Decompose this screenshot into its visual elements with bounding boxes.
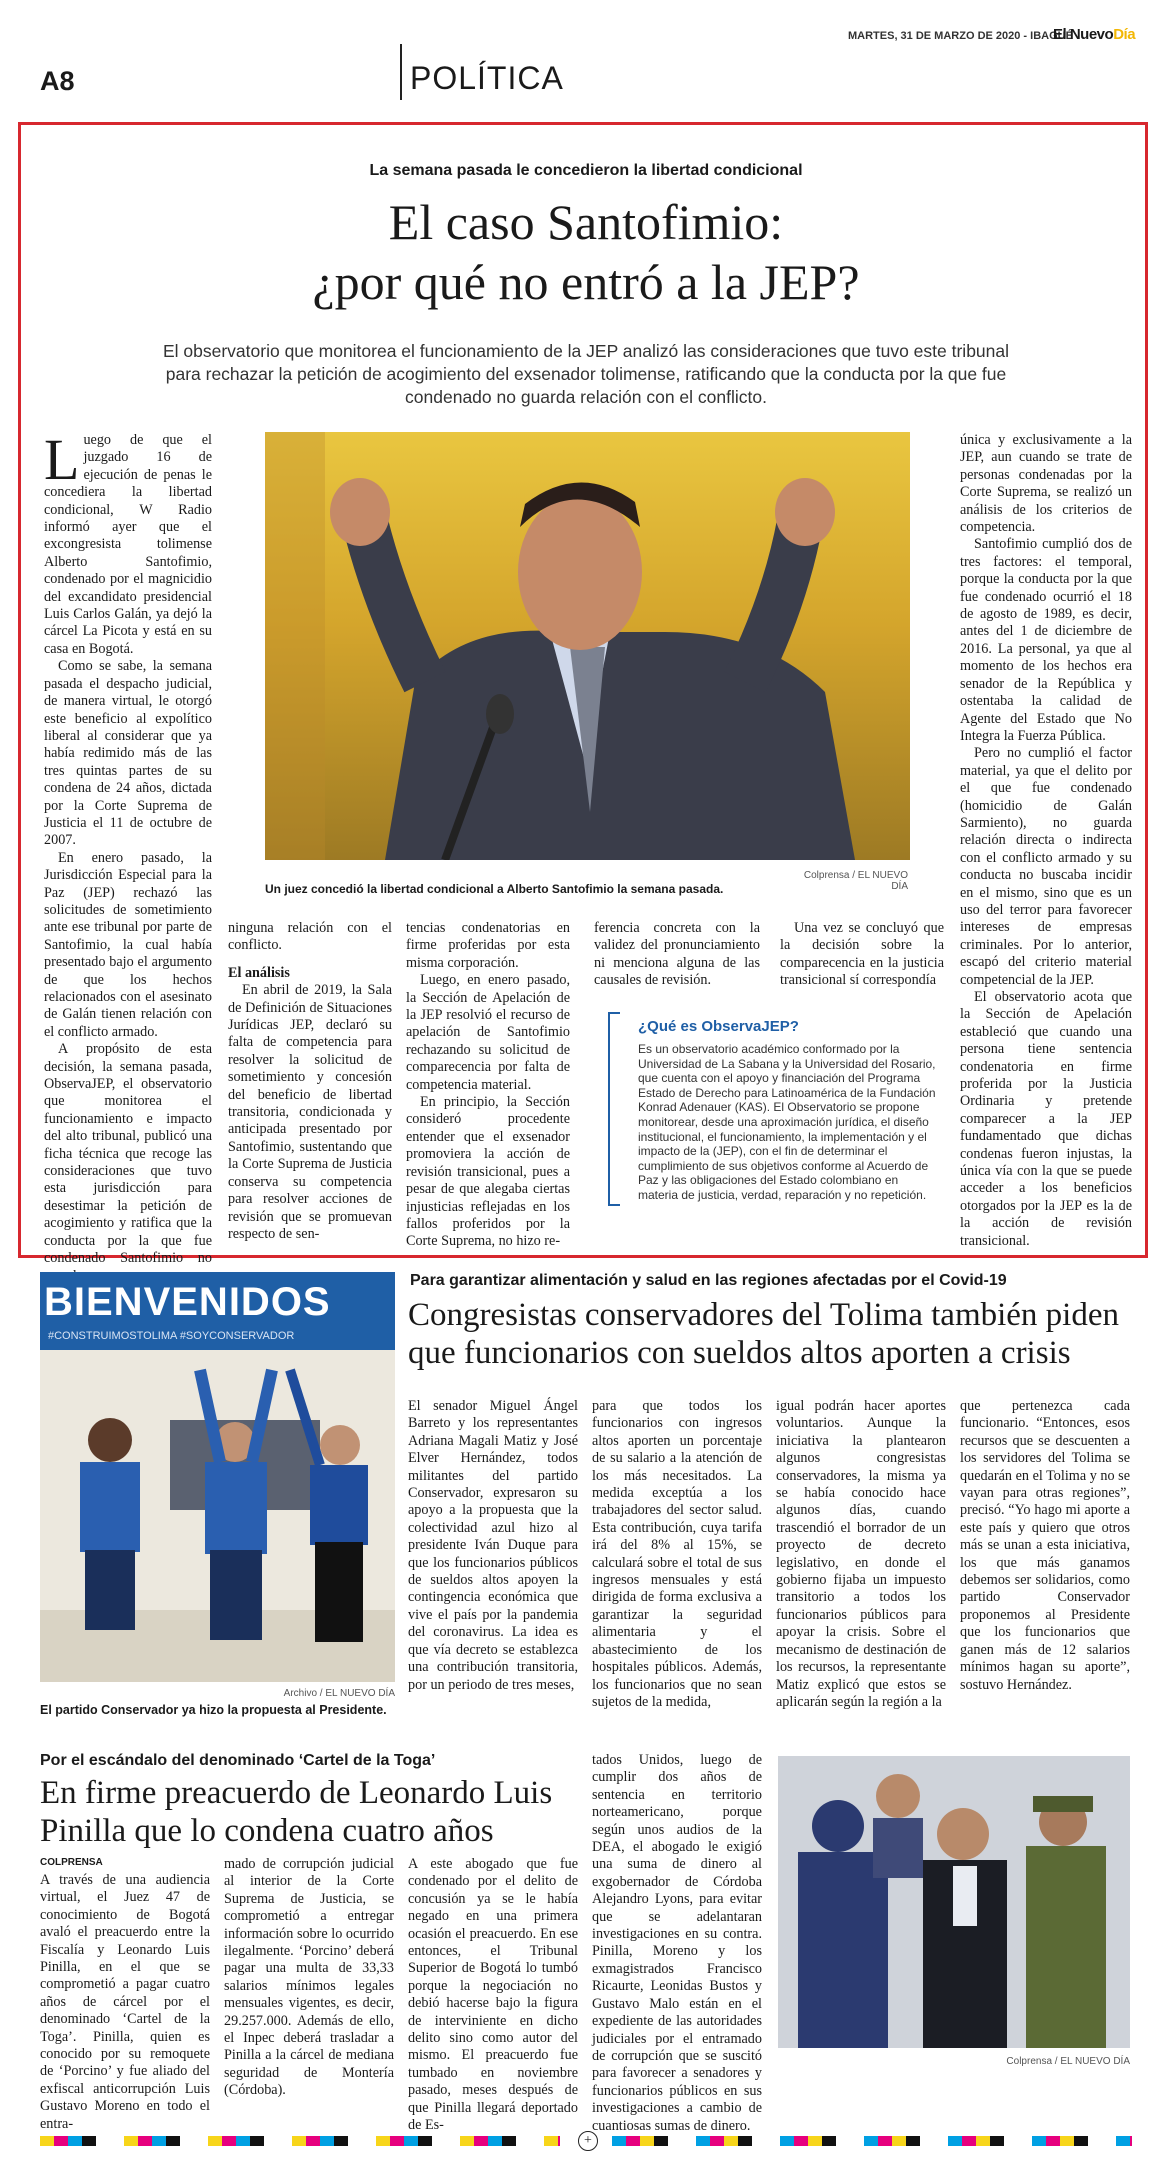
third-kicker: Por el escándalo del denominado ‘Cartel de la Toga’	[40, 1752, 436, 1769]
main-col2	[228, 920, 392, 1243]
speaker-illustration	[265, 432, 910, 860]
paragraph: A este abogado que fue condenado por el delito de concusión ya se le había negado en una primera ocasión el preacuerdo. En ese entonces, el Tribunal Superior de Bogotá lo tumbó porque la negociación no debió hacerse bajo la figura de interviniente en dicho delito sino como autor del mismo. El preacuerdo fue tumbado en noviembre pasado, meses después de que Pinilla llegará deportado de Es-	[408, 1856, 578, 2134]
third-col3	[408, 1856, 578, 2135]
paragraph: A través de una audiencia virtual, el Juez 47 de conocimiento de Bogotá avaló el preacuerdo entre la Fiscalía y Leonardo Luis Pinilla, en el que se comprometió a pagar cuatro años de cárcel por el denominado ‘Cartel de la Toga’. Pinilla, quien es conocido por su remoquete de ‘Porcino’ y fue aliado del exfiscal anticorrupción Luis Gustavo Moreno en todo el entra-	[40, 1872, 210, 2132]
page-number: A8	[40, 66, 75, 96]
paragraph: tados Unidos, luego de cumplir dos años de sentencia en territorio norteamericano, porque según unos audios de la DEA, el abogado le exigió una suma de dinero al exgobernador de Córdoba Alejandro Lyons, para evitar que se adelantaran investigaciones en su contra. Pinilla, Moreno y los exmagistrados Francisco Ricaurte, Leonidas Bustos y Gustavo Malo están en el expediente de las autoridades judiciales por el entramado de corrupción que se suscitó para favorecer a senadores y funcionarios públicos en sus investigaciones a cambio de cuantiosas sumas de dinero.	[592, 1752, 762, 2134]
registration-bar-right	[612, 2136, 1132, 2146]
main-photo-credit: Colprensa / EL NUEVO DÍA	[803, 870, 908, 892]
observajep-box	[608, 1012, 938, 1212]
main-col6	[960, 432, 1132, 1250]
box-text: Es un observatorio académico conformado por la Universidad de La Sabana y la Universidad del Rosario, que cuenta con el apoyo y financiación del Programa Estado de Derecho para Latinoamérica de la Fundación Konrad Adenauer (KAS). El Observatorio se propone monitorear, desde una aproximación jurídica, el diseño institucional, el funcionamiento, la implementación y el impacto de la (JEP), con el fin de determinar el cumplimiento de sus objetivos conforme al Acuerdo de Paz y las obligaciones del Estado colombiano en materia de justicia, verdad, reparación y no repetición.	[638, 1042, 936, 1202]
third-title: En firme preacuerdo de Leonardo Luis Pinilla que lo condena cuatro años	[40, 1775, 553, 1849]
paragraph: uego de que el juzgado 16 de ejecución de penas le concediera la libertad condicional, W Radio informó ayer que el excongresista tolimense Alberto Santofimio, condenado por el magnicidio del excandidato presidencial Luis Carlos Galán, ya dejó la cárcel La Picota y está en su casa en Bogotá.	[44, 432, 212, 657]
main-col4	[594, 920, 760, 990]
second-title: Congresistas conservadores del Tolima también piden que funcionarios con sueldos altos aporten a crisis	[408, 1297, 1119, 1371]
banner-text: BIENVENIDOS	[44, 1280, 331, 1324]
main-kicker: La semana pasada le concedieron la libertad condicional	[369, 162, 803, 179]
box-bracket	[608, 1012, 620, 1206]
paragraph: El observatorio acota que la Sección de Apelación estableció que cuando una persona tiene sentencia condenatoria en firme proferida por la Justicia Ordinaria y pretende comparecer a la JEP fundamentado que dichas condenas fueron injustas, la única vía con la que se puede acceder a los beneficios otorgados por la JEP es la de la acción de revisión transicional.	[960, 989, 1132, 1249]
third-col4	[592, 1752, 762, 2135]
subheading: El análisis	[228, 964, 290, 981]
crosshair-icon: +	[578, 2131, 598, 2151]
paragraph: igual podrán hacer aportes voluntarios. Aunque la iniciativa la plantearon algunos congresistas conservadores, la misma ya se había conocido hace algunos días, cuando trascendió el borrador de un proyecto de decreto legislativo, en donde el gobierno fijaba un impuesto transitorio a todos los funcionarios públicos para apoyar la crisis. Sobre el mecanismo de destinación de los recursos, la representante Matiz explicó que estos se aplicarán según la región a la	[776, 1398, 946, 1710]
paragraph: En abril de 2019, la Sala de Definición de Situaciones Jurídicas JEP, declaró su falta de competencia para resolver la solicitud de sometimiento y concesión del beneficio de libertad transitoria, condicionada y anticipada presentado por Santofimio, sustentando que la Corte Suprema de Justicia conserva su competencia para resolver acciones de revisión que se promuevan respecto de sen-	[228, 982, 392, 1242]
main-col3	[406, 920, 570, 1251]
paragraph: que pertenezca cada funcionario. “Entonces, esos recursos que se descuenten a los servidores del Tolima se quedarán en el Tolima y no se vayan para otras regiones”, precisó. “Yo hago mi aporte a este país y quiero que otros más se unan a esta iniciativa, los que más ganamos debemos ser solidarios, como partido Conservador proponemos al Presidente que los funcionarios que ganen más de 12 salarios mínimos hagan su aporte”, sostuvo Hernández.	[960, 1398, 1130, 1693]
second-kicker: Para garantizar alimentación y salud en las regiones afectadas por el Covid-19	[410, 1272, 1007, 1289]
paragraph: mado de corrupción judicial al interior de la Corte Suprema de Justicia, se comprometió a entregar información sobre lo ocurrido ilegalmente. ‘Porcino’ deberá pagar una multa de 33,33 salarios mínimos legales mensuales vigentes, es decir, 29.257.000. Además de ello, el Inpec deberá trasladar a Pinilla a la cárcel de mediana seguridad de Montería (Córdoba).	[224, 1856, 394, 2099]
banner	[40, 1272, 395, 1350]
brand-logo	[1053, 26, 1135, 43]
paragraph: única y exclusivamente a la JEP, aun cuando se trate de personas condenadas por la Corte Suprema, se realizó un análisis de los criterios de competencia.	[960, 432, 1132, 536]
paragraph: ferencia concreta con la validez del pronunciamiento ni menciona alguna de las causales de revisión.	[594, 920, 760, 989]
brand-suffix: Día	[1113, 26, 1136, 43]
main-col5	[780, 920, 944, 990]
paragraph: Luego, en enero pasado, la Sección de Apelación de la JEP resolvió el recurso de apelación de Santofimio rechazando su solicitud de comparecencia por falta de competencia material.	[406, 972, 570, 1093]
banner-hashtags: #CONSTRUIMOSTOLIMA #SOYCONSERVADOR	[48, 1330, 295, 1342]
main-photo-caption: Un juez concedió la libertad condicional a Alberto Santofimio la semana pasada.	[265, 882, 724, 896]
brand-prefix: El Nuevo	[1053, 26, 1114, 43]
paragraph: Pero no cumplió el factor material, ya que el delito por el que fue condenado (homicidio de Galán Sarmiento), no guarda relación directa o indirecta con el conflicto armado y su conducta no buscaba incidir en el mismo, sino que es un uso del terror para favorecer intereses de empresas criminales. Por lo anterior, escapó del criterio material competencial de la JEP.	[960, 745, 1132, 988]
second-col3	[776, 1398, 946, 1711]
paragraph: En enero pasado, la Jurisdicción Especial para la Paz (JEP) rechazó las solicitudes de sometimiento ante ese tribunal por parte de Santofimio, la cual había presentado bajo el argumento de que los hechos relacionados con el asesinato de Galán tienen relación con el conflicto armado.	[44, 849, 212, 1040]
paragraph: Como se sabe, la semana pasada el despacho judicial, de manera virtual, le otorgó este beneficio al expolítico liberal al considerar que ya había redimido más de las tres quintas partes de su condena de 24 años, dictada por la Corte Suprema de Justicia el 11 de octubre de 2007.	[44, 658, 212, 849]
people-illustration	[40, 1350, 395, 1682]
pinilla-photo	[778, 1756, 1130, 2048]
second-col2	[592, 1398, 762, 1711]
conservatives-photo-credit: Archivo / EL NUEVO DÍA	[283, 1688, 395, 1699]
paragraph: tencias condenatorias en firme proferidas por esta misma corporación.	[406, 920, 570, 971]
main-col1	[44, 427, 212, 1285]
conservatives-photo	[40, 1272, 395, 1682]
section-title: POLÍTICA	[410, 60, 564, 96]
section-divider	[400, 44, 402, 100]
main-title-line1: El caso Santofimio:	[388, 194, 784, 250]
paragraph: ninguna relación con el conflicto.	[228, 920, 392, 954]
registration-bar-left	[40, 2136, 560, 2146]
second-col1	[408, 1398, 578, 1694]
second-col4	[960, 1398, 1130, 1694]
paragraph: A propósito de esta decisión, la semana pasada, ObservaJEP, el observatorio que monitorea el funcionamiento e impacto del alto tribunal, publicó una ficha técnica que recoge las consideraciones que tuvo esta jurisdicción para desestimar la petición de acogimiento y ratifica que la conducta por la que fue condenado Santofimio no	[44, 1041, 212, 1267]
paragraph: Santofimio cumplió dos de tres factores: el temporal, porque la conducta por la que fue condenado ocurrió el 18 de agosto de 1989, es decir, antes del 1 de diciembre de 2016. La personal, ya que al momento de los hechos era senador de la República y ostentaba la calidad de Agente del Estado que No Integra la Fuerza Pública.	[960, 536, 1132, 744]
box-title: ¿Qué es ObservaJEP?	[638, 1018, 799, 1035]
main-title-line2: ¿por qué no entró a la JEP?	[312, 254, 860, 310]
paragraph: Una vez se concluyó que la decisión sobre la comparecencia en la justicia transicional sí correspondía	[780, 920, 944, 989]
arrest-illustration	[778, 1756, 1130, 2048]
third-col1	[40, 1872, 210, 2133]
third-byline: COLPRENSA	[40, 1857, 103, 1868]
conservatives-photo-caption: El partido Conservador ya hizo la propuesta al Presidente.	[40, 1703, 387, 1717]
main-lead: El observatorio que monitorea el funcionamiento de la JEP analizó las consideraciones que tuvo este tribunal para rechazar la petición de acogimiento del exsenador tolimense, ratificando que la conducta por la que fue condenado no guarda relación con el conflicto.	[162, 341, 1010, 407]
third-col2	[224, 1856, 394, 2100]
paragraph: para que todos los funcionarios con ingresos altos aporten un porcentaje de su salario a la atención de los más necesitados. La medida exceptúa a los trabajadores del sector salud. Esta contribución, cuya tarifa irá del 8% al 15%, se calculará sobre el total de sus ingresos mensuales y está dirigida de forma exclusiva a garantizar la seguridad alimentaria y el abastecimiento de los hospitales públicos. Además, los funcionarios que no sean sujetos de la medida,	[592, 1398, 762, 1710]
main-title	[0, 192, 1172, 312]
paragraph: En principio, la Sección consideró procedente entender que el exsenador promoviera la acción de revisión transicional, pues a pesar de que alegaba ciertas injusticias reflejadas en los fallos proferidos por la Corte Suprema, no hizo re-	[406, 1094, 570, 1250]
dropcap: L	[44, 427, 80, 492]
santofimio-photo	[265, 432, 910, 860]
header-date: MARTES, 31 DE MARZO DE 2020 - IBAGUÉ	[848, 30, 1073, 42]
pinilla-photo-credit: Colprensa / EL NUEVO DÍA	[1006, 2056, 1130, 2067]
paragraph: El senador Miguel Ángel Barreto y los representantes Adriana Magali Matiz y José Elver Hernández, todos militantes del partido Conservador, expresaron su apoyo a la propuesta que la colectividad azul hizo al presidente Iván Duque para que los funcionarios públicos de sueldos altos apoyen la contingencia económica que vive el país por la pandemia del coronavirus. La idea es que vía decreto se establezca una contribución transitoria, por un periodo de tres meses,	[408, 1398, 578, 1693]
